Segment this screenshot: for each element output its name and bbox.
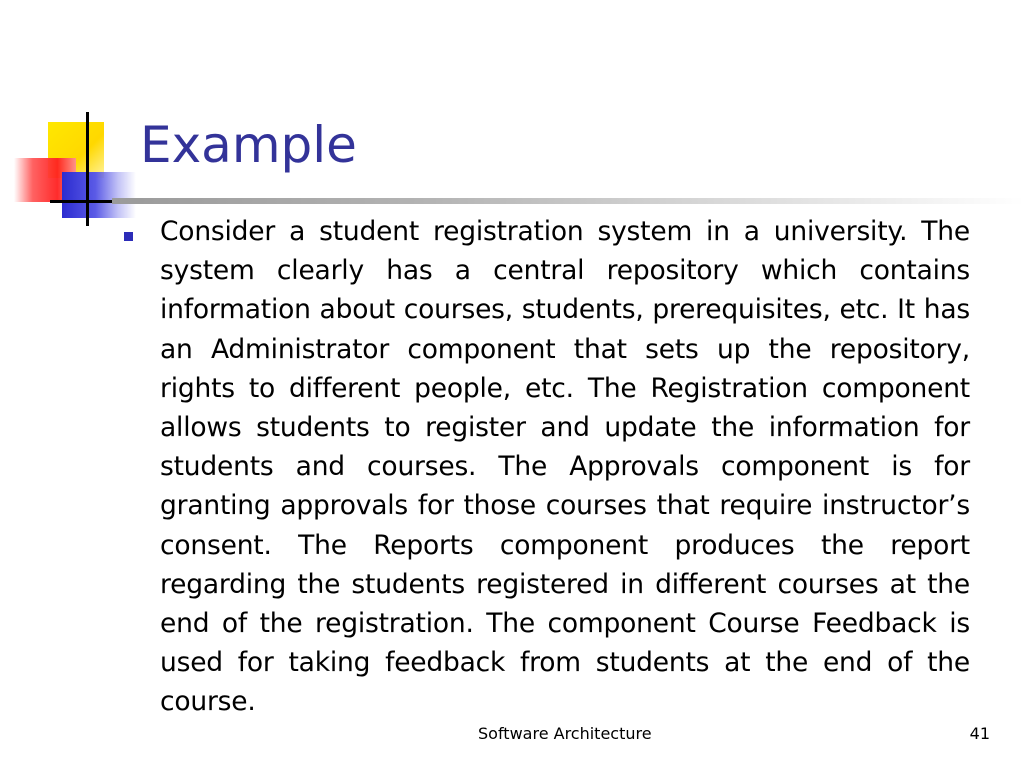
bullet-icon (124, 232, 133, 241)
blue-square-decoration (62, 172, 136, 218)
footer-label: Software Architecture (478, 724, 652, 743)
slide-title: Example (140, 116, 357, 174)
page-number: 41 (969, 724, 990, 743)
bullet-text: Consider a student registration system in a university. The system clearly has a central repository which contains information about courses, students, prerequisites, etc. It has an Administrator component that sets up the repository, rights to different people, etc. The Registration component allows students to register and update the information for students and courses. The Approvals component is for granting approvals for those courses that require instructor’s consent. The Reports component produces the report regarding the students registered in different courses at the end of the registration. The component Course Feedback is used for taking feedback from students at the end of the course. (160, 216, 970, 718)
vertical-line-decoration (86, 112, 89, 226)
decorative-logo (0, 100, 140, 230)
title-underline (112, 198, 1024, 204)
